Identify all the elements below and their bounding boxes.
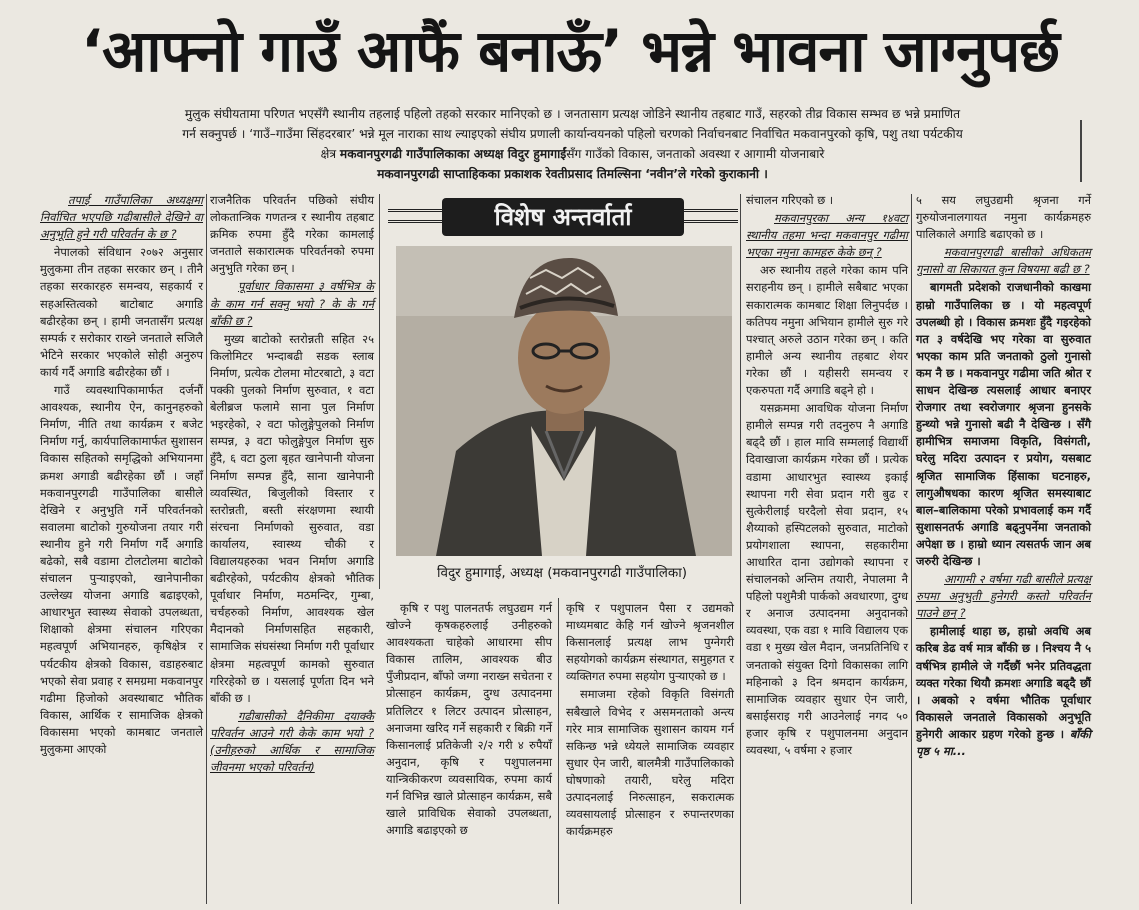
- paragraph: समाजमा रहेको विकृति विसंगती सबैखाले विभेद र असमनताको अन्त्य गरेर मात्र सामाजिक सुशासन कायम गर्न सकिन्छ भन्ने ध्येयले सामाजिक व्यवहार सुधार ऐन जारी, बालमैत्री गाउँपालिकाको घोषणाको तयारी, घरेलु मदिरा उत्पादनलाई निरुत्साहन, सकरात्मक व्यवसायलाई प्रोत्साहन र रुपान्तरणका कार्यक्रमहरु: [566, 687, 734, 839]
- intro-paragraph: [80, 104, 1065, 186]
- paragraph: राजनैतिक परिवर्तन पछिको संघीय लोकतान्त्रिक गणतन्त्र र स्थानीय तहबाट क्रमिक रुपमा हुँदै गरेका कामलाई जनताले सकारात्मक परिवर्तनको रुपमा अनुभुति गरेका छन् ।: [210, 193, 374, 276]
- paragraph: नेपालको संविधान २०७२ अनुसार मुलुकमा तीन तहका सरकार छन् । तीनै तहका सरकारहरु समन्वय, सहकार्य र सहअस्तित्वको बाटोबाट अगाडि बढीरहेका छन् । हामी जनतासँग प्रत्यक्ष सम्पर्क र सरोकार राख्ने जनताले सजिलै भेटिने सरकार भएकोले सोही अनुरुप कार्य गर्दै अगाडि बढीरहेका छौं ।: [40, 245, 203, 379]
- column-rule: [206, 194, 207, 904]
- continued-link[interactable]: बाँकी पृष्ठ ५ मा...: [916, 726, 1091, 758]
- paragraph: गाउँ व्यवस्थापिकामार्फत दर्जनौं आवश्यक, स्थानीय ऐन, कानुनहरुको निर्माण, नीति तथा कार्यक्रम र बजेट निर्माण गर्नु, कार्यपालिकामार्फत सुशासन विकास सहितको समृद्धिको अभियानमा क्रमश अगाडी बढीरहेका छौं । जहाँ मकवानपुरगढी गाउँपालिका बासीले देखिने र अनुभुति गर्ने परिवर्तनको सवालमा बाटोको गुरुयोजना तयार गरी स्थानीय हुने गरी निर्माण गर्दै अगाडि बढेको, सबै वडामा टोलटोलमा बाटोको संचालन पुर्‍याइएको, खानेपानीका उल्लेख्य योजना अगाडि बढाइएको, आधारभुत स्वास्थ्य सेवाको उपलब्धता, शिक्षाको क्षेत्रमा संचालन गरिएका महत्वपूर्ण अभियानहरु, कृषिक्षेत्र र पर्यटकीय क्षेत्रको विकास, वडाहरुबाट भएको सेवा प्रवाह र समग्रमा मकवानपुर गढीमा हिजोको अवस्थाबाट भौतिक विकास, आर्थिक र सामाजिक क्षेत्रको विकासमा भएको कामबाट जनताले मुलुकमा आएको: [40, 383, 203, 756]
- article-column-4: [746, 192, 908, 904]
- margin-mark: [1080, 120, 1082, 182]
- paragraph-text: हामीलाई थाहा छ, हाम्रो अवधि अब करिब डेढ वर्ष मात्र बाँकी छ । निश्चय नै ५ वर्षभित्र हामीले जे गर्दैछौं भनेर प्रतिवद्धता व्यक्त गरेका थियौ क्रमशः अगाडि बढ्दै छौं । अबको २ वर्षमा भौतिक पूर्वाधार विकासले जनताले विकासको अनुभूति हुनेगरी आकार ग्रहण गरेको हुन्छ ।: [916, 624, 1091, 741]
- article-column-1: [40, 192, 203, 904]
- portrait-photo: [396, 246, 732, 556]
- column-rule: [379, 194, 380, 589]
- section-label: [388, 196, 738, 238]
- paragraph: संचालन गरिएको छ ।: [746, 193, 834, 207]
- article-column-3b: [566, 600, 734, 905]
- intro-text: क्षेत्र: [320, 147, 337, 161]
- portrait-image: [396, 246, 732, 556]
- photo-caption: विदुर हुमागाई, अध्यक्ष (मकवानपुरगढी गाउँपालिका): [436, 565, 688, 581]
- paragraph: कृषि र पशुपालन पैसा र उद्यमको माध्यमबाट केहि गर्न खोज्ने श्रृजनशील किसानलाई प्रत्यक्ष लाभ पुग्नेगरी सहयोगको कार्यक्रम संस्थागत, समुहगत र व्यक्तिगत रुपमा सहयोग पुर्‍याएको छ ।: [566, 601, 734, 684]
- paragraph: मुख्य बाटोको स्तरोन्नती सहित २५ किलोमिटर भन्दाबढी सडक स्लाब निर्माण, प्रत्येक टोलमा मोटरबाटो, ३ वटा पक्की पुलको निर्माण सुरुवात, १ वटा बेलीब्रज फलामे साना पुल निर्माण भइरहेको, २ वटा फोलुङ्गेपुलको निर्माण सम्पन्न, ३ वटा फोलुङ्गेपुल निर्माण सुरु हुँदै, ६ वटा ठुला बृहत खानेपानी योजना निर्माण सम्पन्न हुँदै, साना खानेपानी व्यवस्थित, बिजुलीको विस्तार र स्तरोन्नती, बस्ती संरक्षणमा स्थायी संरचना निर्माणको सुरुवात, वडा कार्यालय, स्वास्थ्य चौकी र विद्यालयहरुका भवन निर्माण अगाडि बढीरहेको, पर्यटकीय क्षेत्रको भौतिक पूर्वाधार निर्माण, मठमन्दिर, गुम्बा, चर्चहरुको निर्माण, आवश्यक खेल मैदानको निर्माणसहित सहकारी, सामाजिक संघसंस्था निर्माण गरी पूर्वाधार क्षेत्रमा महत्वपूर्ण कामको सुरुवात गरिरहेको छ । यसलाई पूर्णता दिन भने बाँकी छ ।: [210, 331, 374, 705]
- intro-text: सँग गाउँको विकास, जनताको अवस्था र आगामी योजनाबारे: [566, 147, 825, 161]
- article-column-3a: [386, 600, 552, 905]
- interview-question: मकवानपुरका अन्य १४वटा स्थानीय तहमा भन्दा मकवानपुर गढीमा भएका नमुना कामहरु केके छन् ?: [746, 211, 908, 260]
- headline: ‘आफ्नो गाउँ आफैं बनाऊँ’ भन्ने भावना जाग्नुपर्छ: [81, 17, 1059, 85]
- interview-question: मकवानपुरगढी बासीको अधिकतम गुनासो वा सिकायत कुन विषयमा बढी छ ?: [916, 245, 1091, 277]
- column-rule: [740, 194, 741, 904]
- paragraph: अरु स्थानीय तहले गरेका काम पनि सराहनीय छन् । हामीले सबैबाट भएका सकारात्मक कामबाट शिक्षा लिनुपर्दछ । कतिपय नमुना अभियान हामीले सुरु गरे पश्चात् अरुले उठान गरेका छन् । कति हामीले अन्य स्थानीय तहबाट शेयर गरेका छौं । यहीसरी समन्वय र एकरुपता गर्दै अगाडि बढ्ने हो ।: [746, 263, 908, 398]
- intro-highlight: मकवानपुरगढी गाउँपालिकाका अध्यक्ष विदुर हुमागाईं: [339, 147, 567, 161]
- article-column-5: [916, 192, 1091, 904]
- paragraph: [916, 623, 1091, 760]
- paragraph: ५ सय लघुउद्यमी श्रृजना गर्ने गुरुयोजनालगायत नमुना कार्यक्रमहरु पालिकाले अगाडि बढाएको छ ।: [916, 193, 1091, 242]
- interview-question: पूर्वाधार विकासमा ३ वर्षभित्र के के काम गर्न सक्नु भयो ? के के गर्न बाँकी छ ?: [210, 279, 374, 328]
- paragraph: कृषि र पशु पालनतर्फ लघुउद्यम गर्न खोज्ने कृषकहरुलाई उनीहरुको आवश्यकता चाहेको आधारमा सीप विकास तालिम, आवश्यक बीउ पुँजीप्रदान, बाँफो जग्गा नराख्न सचेतना र प्रोत्साहन कार्यक्रम, दुग्ध उत्पादनमा प्रतिलिटर १ लिटर उत्पादन प्रोत्साहन, अनाजमा खरिद गर्ने सहकारी र बिक्री गर्ने किसानलाई प्रतिकेजी २/२ गरी ४ रुपैयाँ अनुदान, कृषि र पशुपालनमा यान्त्रिकीकरण व्यवसायिक, रुपमा कार्य गर्न विभिन्न खाले प्रोत्साहन कार्यक्रम, सबै खाले प्राविधिक सेवाको उपलब्धता, अगाडि बढाइएको छ: [386, 601, 552, 838]
- intro-line: गर्न सक्नुपर्छ । ‘गाउँ–गाउँमा सिंहदरबार’ भन्ने मूल नाराका साथ ल्याइएको संघीय प्रणाली कार्यान्वयनको पहिलो चरणको निर्वाचनबाट निर्वाचित मकवानपुरको कृषि, पशु तथा पर्यटकीय: [182, 127, 963, 141]
- intro-line: [80, 144, 1065, 164]
- article-column-2: [210, 192, 374, 775]
- intro-line: मकवानपुरगढी साप्ताहिकका प्रकाशक रेवतीप्रसाद तिमल्सिना ‘नवीन’ले गरेको कुराकानी ।: [377, 167, 768, 181]
- intro-line: मुलुक संघीयतामा परिणत भएसँगै स्थानीय तहलाई पहिलो तहको सरकार मानिएको छ । जनतासाग प्रत्यक्ष जोडिने स्थानीय तहबाट गाउँ, सहरको तीव्र विकास सम्भव छ भन्ने प्रमाणित: [184, 107, 961, 121]
- interview-question: गढीबासीको दैनिकीमा दयाक्कै परिवर्तन आउने गरी केके काम भयो ? (उनीहरुको आर्थिक र सामाजिक जीवनमा भएको परिवर्तन): [210, 708, 374, 775]
- paragraph: यसक्रममा आवधिक योजना निर्माण हामीले सम्पन्न गरी तदनुरुप नै अगाडि बढ्दै छौं । हाल मावि सम्मलाई विद्यार्थी दिवाखाजा कार्यक्रम गरेका छौं । प्रत्येक वडामा आधारभुत स्वास्थ्य इकाई स्थापना गरी सेवा प्रदान गरी बुढ र सुत्केरीलाई घरदैलो सेवा प्रदान, १५ शैय्याको हस्पिटलको सुरुवात, माटोको प्रयोगशाला स्थापना, सहकारीमा आधारित दाना उद्योगको स्थापना र संचालनको अन्तिम तयारी, नेपालमा नै पहिलो पशुमैत्री पार्कको अवधारणा, दुग्ध र अनाज उत्पादनमा अनुदानको व्यवस्था, एक वडा १ मावि विद्यालय एक वडा १ मुख्य खेल मैदान, जनप्रतिनिधि र जनताको संयुक्त दिगो विकासका लागि महिनाको ३ दिन श्रमदान कार्यक्रम, सामाजिक व्यवहार सुधार ऐन जारी, बसाईसराइ गरी आउनेलाई नगद ५० हजार कृषि र पशुपालनमा अनुदान व्यवस्था, ५ वर्षमा २ हजार: [746, 401, 908, 757]
- column-rule: [558, 598, 559, 904]
- column-rule: [911, 194, 912, 904]
- interview-question: तपाई गाउँपालिका अध्यक्षमा निर्वाचित भएपछि गढीबासीले देखिने वा अनुभूति हुने गरी परिवर्तन के छ ?: [40, 193, 203, 242]
- section-label-text: विशेष अन्तर्वार्ता: [442, 198, 684, 236]
- interview-question: आगामी २ वर्षमा गढी बासीले प्रत्यक्ष रुपमा अनुभुती हुनेगरी कस्तो परिवर्तन पाउने छन् ?: [916, 572, 1091, 621]
- paragraph: बागमती प्रदेशको राजधानीको काखमा हाम्रो गाउँपालिका छ । यो महत्वपूर्ण उपलब्धी हो । विकास क्रमशः हुँदै गइरहेको गत ३ वर्षदेखि भए गरेका वा सुरुवात भएका काम प्रति जनताको ठुलो गुनासो कम नै छ । मकवानपुर गढीमा जति श्रोत र साधन देखिन्छ त्यसलाई आधार बनाएर रोजगार तथा स्वरोजगार श्रृजना हुनसके हुन्थ्यो भन्ने गुनासो बढी नै देखिन्छ । सँगै हामीभित्र समाजमा विकृति, विसंगती, घरेलु मदिरा उत्पादन र प्रयोग, यसबाट श्रृजित सामाजिक हिंसाका घटनाहरु, लागुऔषधका कारण श्रृजित समस्याबाट बाल–बालिकामा परेको प्रभावलाई कम गर्दै सुशासनतर्फ अगाडि बढ्नुपर्नेमा जनताको अपेक्षा छ । हाम्रो ध्यान त्यसतर्फ जान अब जरुरी देखिन्छ ।: [916, 280, 1091, 568]
